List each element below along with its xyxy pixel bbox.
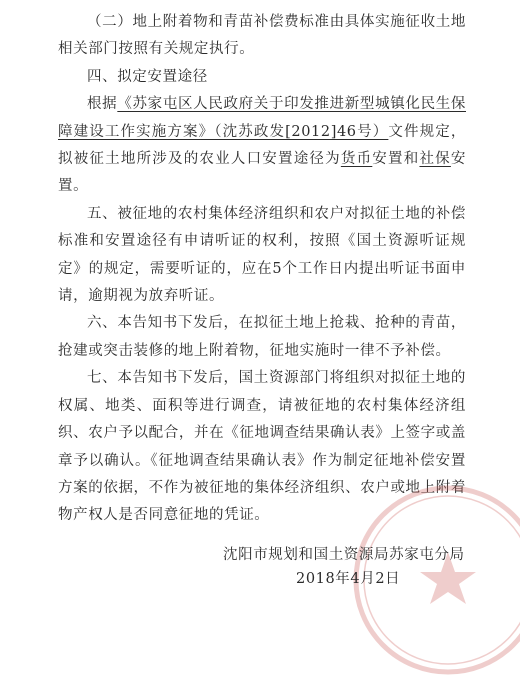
section-heading-resettlement xyxy=(58,64,466,91)
issue-date: 2018年4月2日 xyxy=(296,571,401,587)
underlined-text: 社保 xyxy=(419,151,451,168)
paragraph-text: 七、本告知书下发后，国土资源部门将组织对拟征土地的权属、地类、面积等进行调查，请被征地的农村集体经济组织、农户予以配合，并在《征地调查结果确认表》上签字或盖章予以确认。《征地调查结果确认表》作为制定征地补偿安置方案的依据，不作为被征地的集体经济组织、农户或地上附着物产权人是否同意征地的凭证。 xyxy=(58,370,466,524)
issuing-organization: 沈阳市规划和国土资源局苏家屯分局 xyxy=(223,547,465,563)
paragraph-no-compensation-rule xyxy=(58,310,466,365)
underlined-text: 《苏家屯区人民政府关于印发推进新型城镇化民生保障建设工作实施方案》（沈苏政发[2012]46号） xyxy=(58,96,466,140)
document-body xyxy=(58,9,466,530)
paragraph-hearing-rights xyxy=(58,201,466,311)
paragraph-text: （二）地上附着物和青苗补偿费标准由具体实施征收土地相关部门按照有关规定执行。 xyxy=(58,14,466,58)
paragraph-text: 五、被征地的农村集体经济组织和农户对拟征土地的补偿标准和安置途径有申请听证的权利，按照《国土资源听证规定》的规定，需要听证的，应在5个工作日内提出听证书面申请，逾期视为放弃听证。 xyxy=(58,205,466,305)
paragraph-text: 安置。 xyxy=(58,151,466,195)
paragraph-text: 文件规定，拟被征土地所涉及的农业人口安置途径为 xyxy=(58,123,466,168)
paragraph-text: 安置和 xyxy=(372,151,420,168)
official-seal xyxy=(338,480,520,680)
paragraph-text: 四、拟定安置途径 xyxy=(87,68,208,85)
paragraph-text: 根据 xyxy=(87,96,118,113)
paragraph-resettlement-basis xyxy=(58,91,466,201)
paragraph-compensation-standard xyxy=(58,9,466,64)
underlined-text: 货币 xyxy=(340,151,373,168)
paragraph-text: 六、本告知书下发后，在拟征土地上抢栽、抢种的青苗，抢建或突击装修的地上附着物，征地实施时一律不予补偿。 xyxy=(58,315,466,359)
